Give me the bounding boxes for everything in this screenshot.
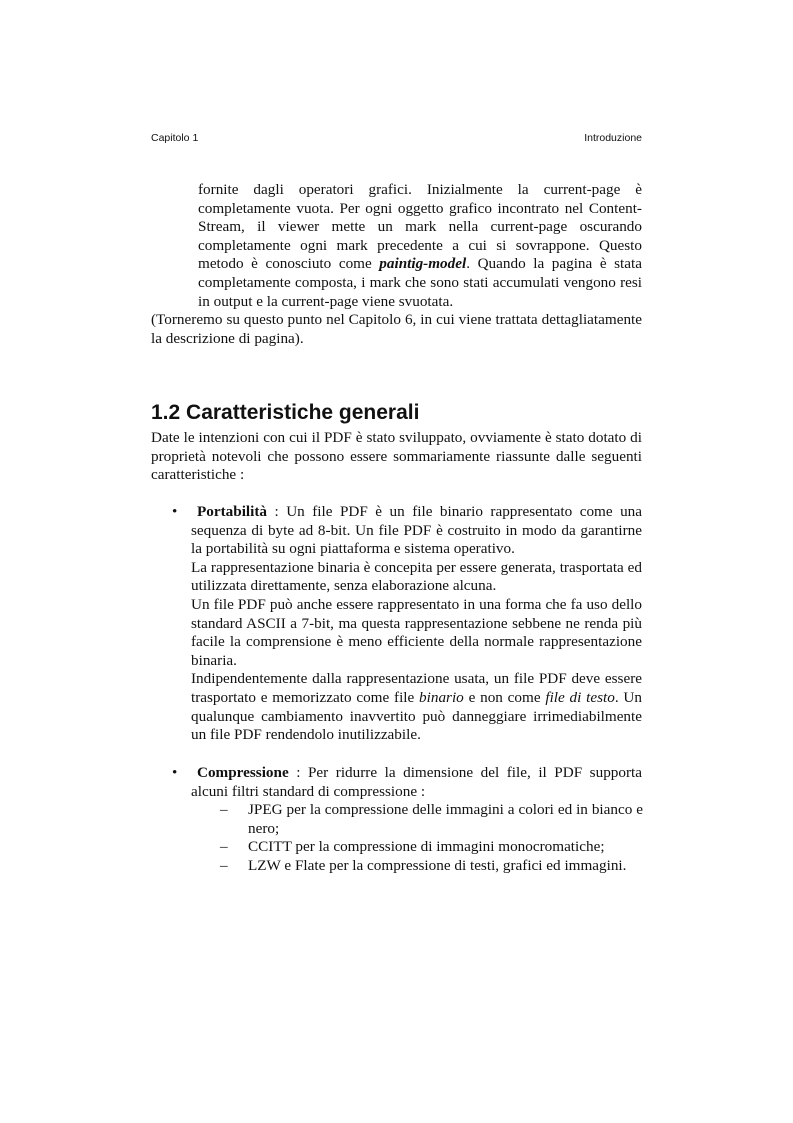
indented-paragraph (198, 181, 642, 311)
compressione-text: : Per ridurre la dimensione del file, il PDF supporta alcuni filtri standard di compressione : (191, 764, 642, 800)
binario-term: binario (419, 688, 464, 706)
bullet-symbol: • (172, 764, 178, 781)
header-chapter: Capitolo 1 (151, 132, 199, 144)
portabilita-p1: : Un file PDF è un file binario rappresentato come una sequenza di byte ad 8-bit. Un file PDF è costruito in modo da garantirne la portabilità su ogni piattaforma e sistema operativo. (191, 503, 642, 558)
header-section: Introduzione (584, 132, 642, 144)
list-item (220, 838, 643, 857)
section-title: 1.2 Caratteristiche generali (151, 401, 420, 424)
bullet-compressione (172, 764, 643, 876)
portabilita-p4-b: e non come (463, 688, 546, 706)
section-intro-text: Date le intenzioni con cui il PDF è stato sviluppato, ovviamente è stato dotato di proprietà notevoli che possono essere sommariamente riassunte dalle seguenti caratteristiche : (151, 429, 642, 484)
filter-ccitt: CCITT per la compressione di immagini monocromatiche; (248, 838, 605, 856)
section-intro (151, 429, 642, 485)
portabilita-p4-a: Indipendentemente dalla rappresentazione usata, un file PDF deve essere trasportato e memorizzato come file (191, 670, 642, 706)
filter-jpeg: JPEG per la compressione delle immagini a colori ed in bianco e nero; (248, 801, 643, 837)
list-item (220, 856, 643, 876)
portabilita-p3: Un file PDF può anche essere rappresentato in una forma che fa uso dello standard ASCII a 7-bit, ma questa rappresentazione sebbene ne renda più facile la comprensione è meno efficiente della normale rappresentazione binaria. (191, 595, 642, 669)
dash-symbol: – (220, 856, 228, 874)
filter-lzw-flate: LZW e Flate per la compressione di testi, grafici ed immagini. (248, 856, 627, 874)
continuation-text: (Torneremo su questo punto nel Capitolo 6, in cui viene trattata dettagliatamente la descrizione di pagina). (151, 311, 642, 347)
portabilita-p2: La rappresentazione binaria è concepita per essere generata, trasportata ed utilizzata direttamente, senza elaborazione alcuna. (191, 558, 642, 595)
continuation-paragraph (151, 311, 642, 348)
compression-filters-list (220, 801, 643, 875)
bullet-portabilita (172, 503, 642, 745)
portabilita-term: Portabilità (197, 503, 268, 520)
dash-symbol: – (220, 838, 228, 856)
list-item (220, 801, 643, 838)
paintig-model-term: paintig-model (379, 255, 467, 273)
bullet-symbol: • (172, 503, 178, 520)
portabilita-p4-c: . Un qualunque cambiamento inavvertito può danneggiare irrimediabilmente un file PDF rendendolo inutilizzabile. (191, 688, 642, 744)
indent-text-before: fornite dagli operatori grafici. Inizialmente la current-page è completamente vuota. Per ogni oggetto grafico incontrato nel Content-Stream, il viewer mette un mark nella current-page oscurando completamente ogni mark precedente a cui si sovrappone. Questo metodo è conosciuto come (198, 181, 642, 273)
dash-symbol: – (220, 801, 228, 819)
compressione-term: Compressione (197, 764, 289, 781)
indent-text-after: . Quando la pagina è stata completamente composta, i mark che sono stati accumulati vengono resi in output e la current-page viene svuotata. (198, 255, 642, 310)
running-header (151, 132, 642, 144)
file-di-testo-term: file di testo (545, 688, 615, 706)
